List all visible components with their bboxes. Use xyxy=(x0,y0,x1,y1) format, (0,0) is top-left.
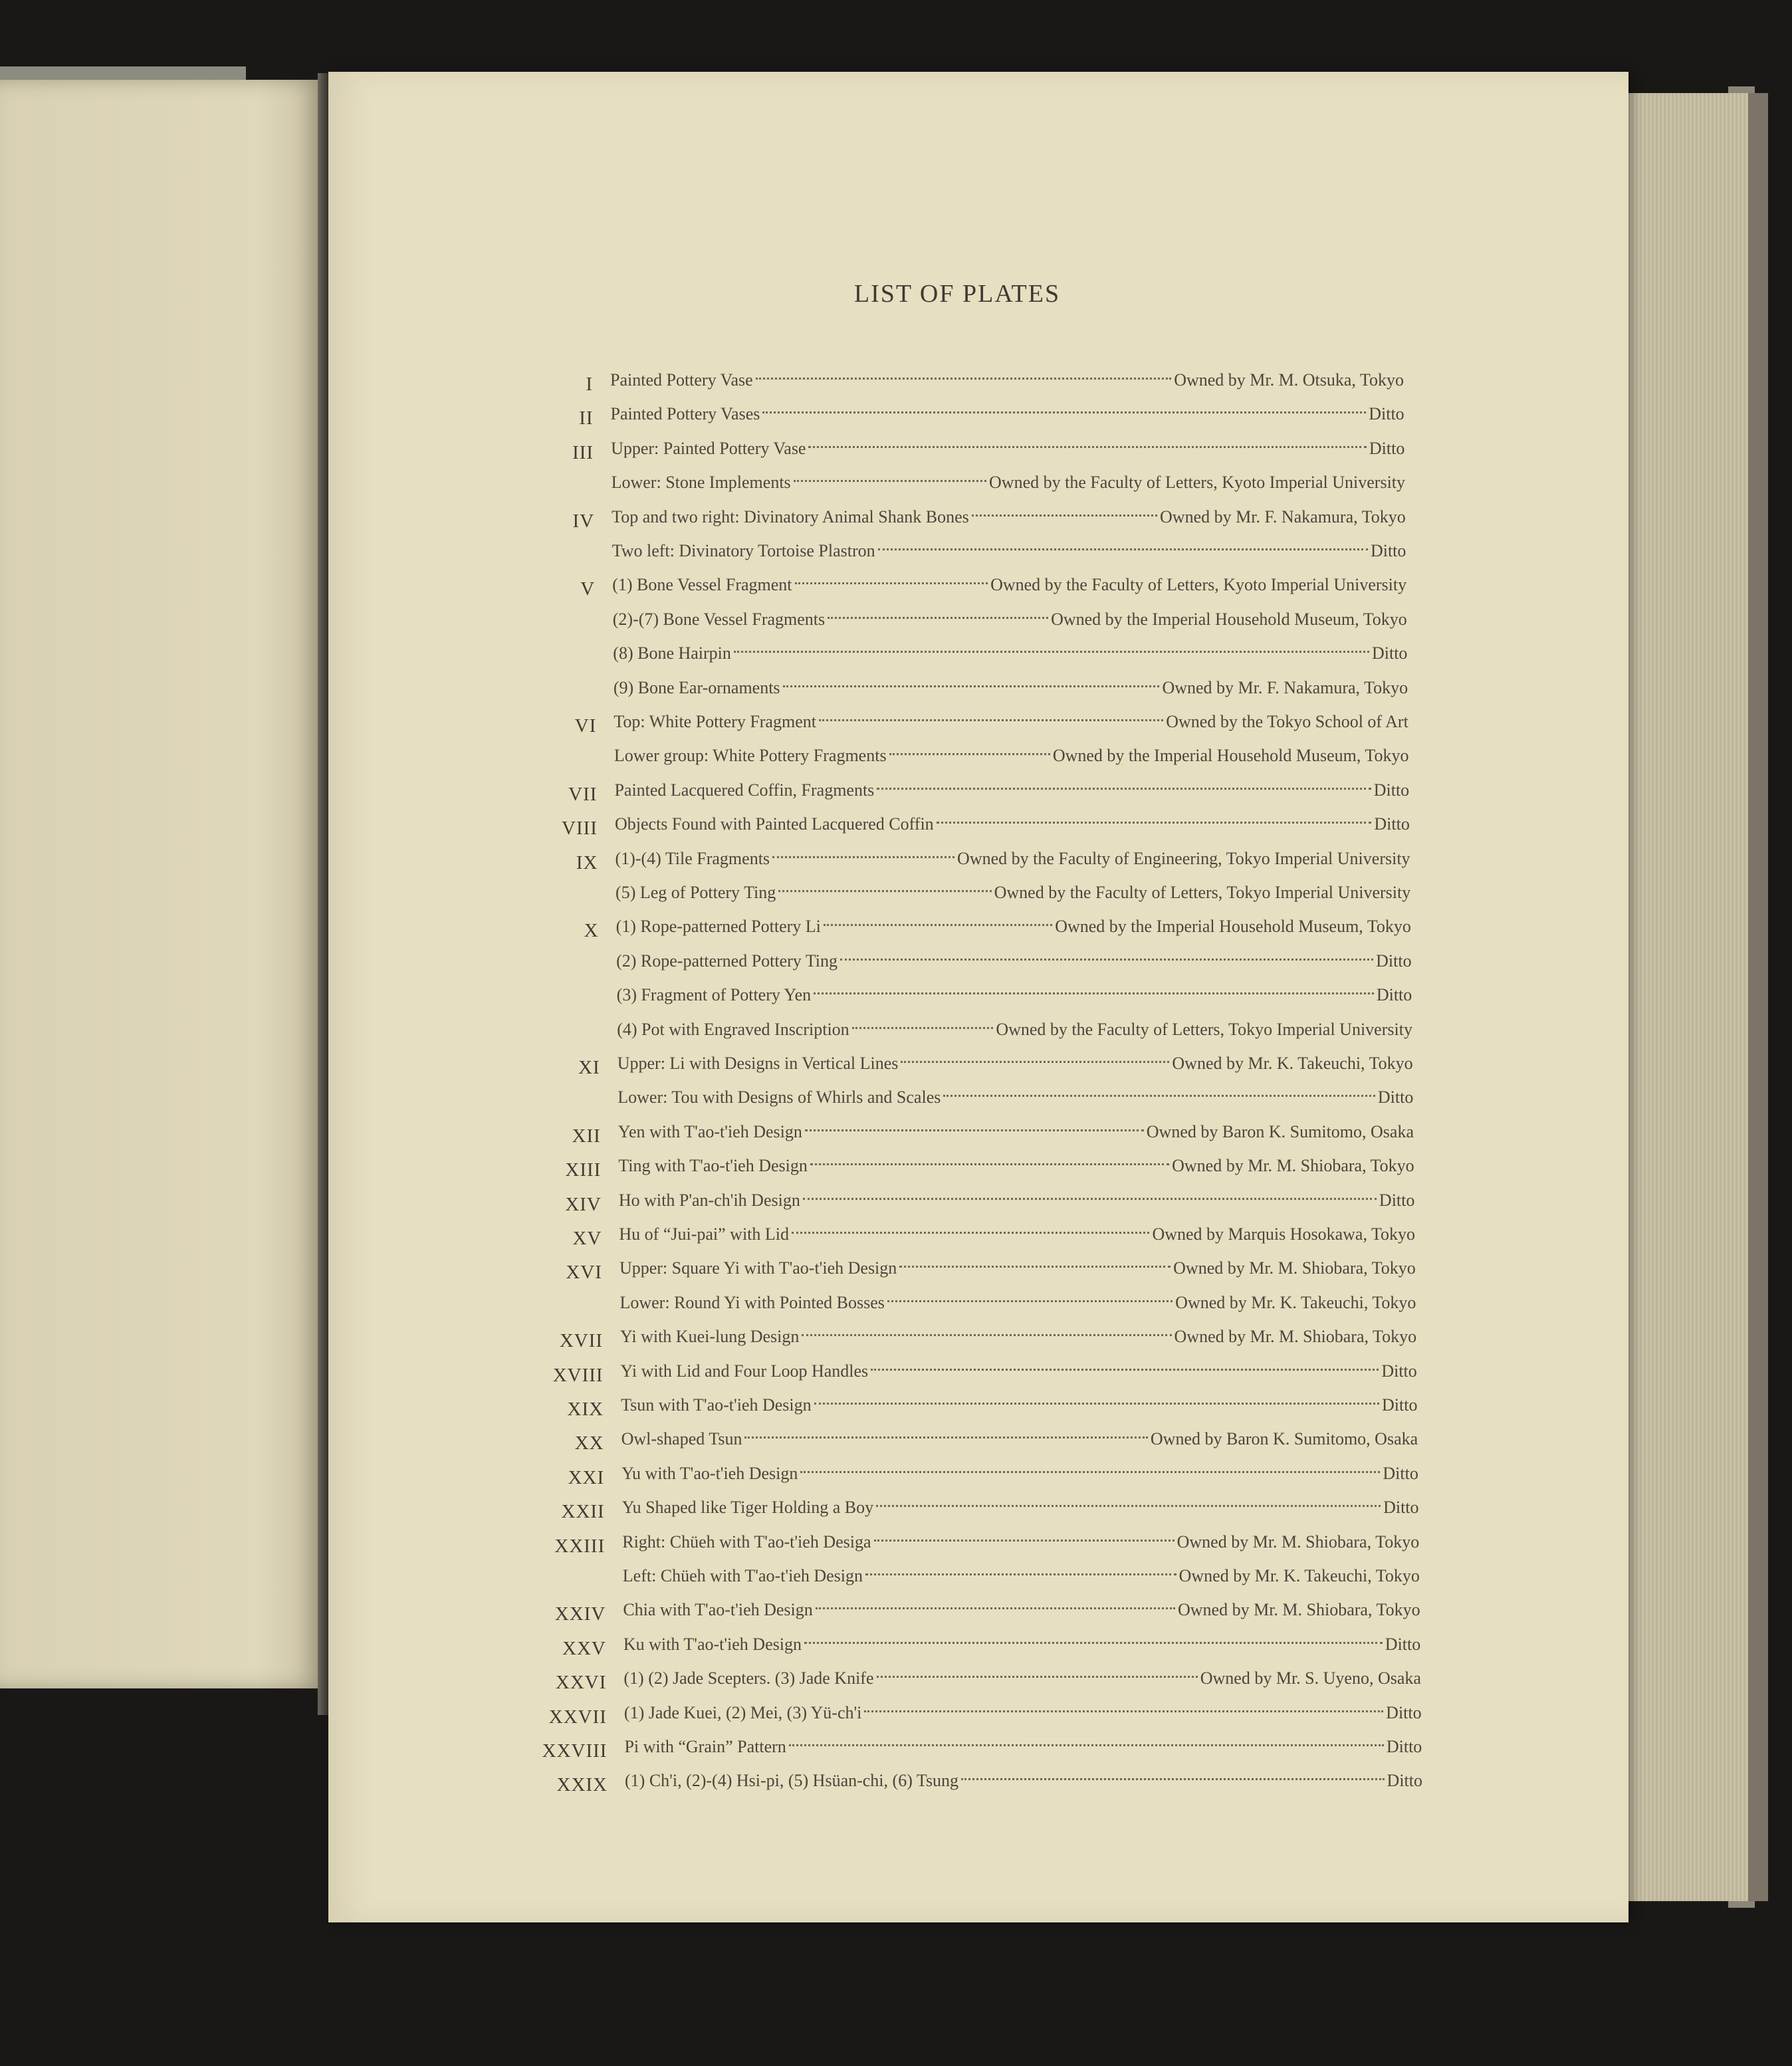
plate-owner: Owned by Mr. M. Shiobara, Tokyo xyxy=(1174,1327,1417,1347)
plate-description: Yi with Kuei-lung Design xyxy=(620,1327,800,1347)
plate-numeral: XV xyxy=(572,1228,602,1249)
plate-owner: Owned by Baron K. Sumitomo, Osaka xyxy=(1146,1121,1414,1141)
plate-description: (8) Bone Hairpin xyxy=(613,643,731,663)
leader-dots xyxy=(808,446,1366,448)
plate-numeral: XIX xyxy=(567,1399,604,1420)
plate-description: Upper: Painted Pottery Vase xyxy=(611,438,806,458)
plate-numeral: XX xyxy=(574,1433,604,1454)
plate-numeral: V xyxy=(580,578,596,600)
plate-numeral: I xyxy=(586,374,593,395)
plate-owner: Owned by Mr. K. Takeuchi, Tokyo xyxy=(1178,1566,1420,1585)
plate-description: (2)-(7) Bone Vessel Fragments xyxy=(612,609,826,629)
plate-description: Ho with P'an-ch'ih Design xyxy=(618,1190,800,1210)
plate-description: Lower: Round Yi with Pointed Bosses xyxy=(619,1292,885,1312)
plate-numeral xyxy=(487,1018,600,1050)
leader-dots xyxy=(778,890,991,892)
plate-numeral: XII xyxy=(572,1125,601,1147)
plate-owner: Owned by Mr. F. Nakamura, Tokyo xyxy=(1162,677,1408,697)
plate-entry xyxy=(617,1014,1412,1046)
plate-owner: Ditto xyxy=(1386,1702,1422,1722)
plate-owner: Ditto xyxy=(1385,1634,1421,1654)
page-title: LIST OF PLATES xyxy=(853,280,1061,308)
plate-description: (1) (2) Jade Scepters. (3) Jade Knife xyxy=(623,1668,874,1688)
plate-description: (5) Leg of Pottery Ting xyxy=(616,883,776,902)
plate-owner: Ditto xyxy=(1374,814,1410,834)
plate-entry xyxy=(614,774,1409,806)
plate-description: Ku with T'ao-t'ieh Design xyxy=(623,1634,802,1654)
plate-owner: Owned by Mr. M. Otsuka, Tokyo xyxy=(1174,370,1404,390)
leader-dots xyxy=(814,992,1374,994)
plate-owner: Ditto xyxy=(1376,985,1412,1005)
leader-dots xyxy=(877,1676,1198,1678)
plate-owner: Ditto xyxy=(1370,541,1406,560)
plate-entry xyxy=(622,1526,1419,1558)
plate-numeral: XIV xyxy=(565,1193,602,1215)
plate-owner: Owned by the Imperial Household Museum, Tokyo xyxy=(1055,917,1411,937)
plate-numeral: XI xyxy=(578,1057,600,1078)
plate-numeral xyxy=(481,471,594,503)
plate-entry xyxy=(616,843,1410,875)
leader-dots xyxy=(789,1744,1384,1746)
plate-description: (3) Fragment of Pottery Yen xyxy=(616,985,812,1005)
leader-dots xyxy=(889,753,1050,755)
plate-description: Hu of “Jui-pai” with Lid xyxy=(619,1224,790,1244)
plate-numeral: XXIV xyxy=(554,1603,606,1625)
plate-owner: Ditto xyxy=(1373,780,1410,800)
plate-entry xyxy=(613,637,1407,669)
plate-description: Yu Shaped like Tiger Holding a Boy xyxy=(621,1498,874,1518)
plate-description: Right: Chüeh with T'ao-t'ieh Desiga xyxy=(622,1532,871,1551)
leader-dots xyxy=(744,1436,1147,1438)
plate-description: Lower: Tou with Designs of Whirls and Scales xyxy=(617,1088,941,1107)
plate-numeral: X xyxy=(584,920,599,942)
plate-entry xyxy=(623,1629,1420,1661)
plate-numeral: IX xyxy=(576,852,598,873)
leader-dots xyxy=(800,1471,1380,1473)
plate-owner: Owned by the Imperial Household Museum, Tokyo xyxy=(1052,746,1409,766)
leader-dots xyxy=(803,1198,1377,1200)
leader-dots xyxy=(874,1540,1175,1542)
plate-numeral xyxy=(483,676,596,708)
plate-numeral xyxy=(484,744,597,776)
plate-entry xyxy=(614,672,1408,704)
plate-numeral xyxy=(483,641,596,673)
plate-owner: Owned by the Faculty of Letters, Kyoto Imperial University xyxy=(990,575,1407,595)
page-edges xyxy=(1615,93,1768,1901)
plate-description: Painted Lacquered Coffin, Fragments xyxy=(614,780,875,800)
plate-description: Yi with Lid and Four Loop Handles xyxy=(620,1361,869,1381)
plate-owner: Owned by Marquis Hosokawa, Tokyo xyxy=(1152,1224,1416,1244)
left-page xyxy=(0,80,323,1688)
plate-entry xyxy=(621,1355,1417,1387)
plate-owner: Owned by Mr. M. Shiobara, Tokyo xyxy=(1176,1532,1420,1551)
plate-numeral: XVIII xyxy=(552,1364,604,1386)
plate-owner: Ditto xyxy=(1371,643,1408,663)
plate-owner: Owned by Mr. F. Nakamura, Tokyo xyxy=(1160,507,1406,526)
plate-owner: Owned by the Faculty of Letters, Tokyo Imperial University xyxy=(994,883,1411,902)
leader-dots xyxy=(937,822,1372,824)
plate-entry xyxy=(612,467,1405,499)
plate-entry xyxy=(612,569,1406,601)
plate-description: (1) Jade Kuei, (2) Mei, (3) Yü-ch'i xyxy=(623,1702,862,1722)
plate-numeral: IV xyxy=(572,510,595,532)
leader-dots xyxy=(762,411,1366,413)
plate-entry xyxy=(612,535,1406,567)
plate-numeral xyxy=(493,1564,606,1596)
plate-description: (1)-(4) Tile Fragments xyxy=(615,848,770,868)
plate-entry xyxy=(619,1287,1416,1319)
plate-numeral: XXIII xyxy=(554,1535,606,1557)
plate-entry xyxy=(619,1252,1416,1284)
plate-description: (1) Bone Vessel Fragment xyxy=(612,575,792,595)
plate-entry xyxy=(621,1389,1417,1421)
plate-entry xyxy=(618,1150,1414,1182)
plate-description: Tsun with T'ao-t'ieh Design xyxy=(621,1395,812,1415)
leader-dots xyxy=(943,1095,1375,1097)
plate-description: Left: Chüeh with T'ao-t'ieh Design xyxy=(622,1566,863,1585)
plate-numeral: II xyxy=(579,407,594,429)
plate-owner: Owned by the Imperial Household Museum, Tokyo xyxy=(1051,609,1407,629)
plate-entry xyxy=(623,1663,1421,1694)
plate-entry xyxy=(614,706,1408,738)
leader-dots xyxy=(783,685,1160,687)
plate-numeral xyxy=(487,983,600,1015)
plate-owner: Ditto xyxy=(1369,404,1404,424)
plate-description: Upper: Li with Designs in Vertical Lines xyxy=(617,1054,899,1073)
plate-entry xyxy=(616,877,1410,909)
leader-dots xyxy=(794,480,986,482)
plate-owner: Ditto xyxy=(1383,1498,1419,1518)
plate-numeral xyxy=(486,949,599,981)
leader-dots xyxy=(804,1642,1383,1644)
leader-dots xyxy=(961,1778,1384,1780)
plate-owner: Ditto xyxy=(1379,1190,1415,1210)
leader-dots xyxy=(864,1710,1383,1712)
plate-numeral: VIII xyxy=(562,818,598,840)
plate-entry xyxy=(624,1731,1422,1763)
plate-owner: Ditto xyxy=(1376,951,1412,971)
plate-numeral xyxy=(483,608,596,639)
leader-dots xyxy=(840,959,1373,961)
plate-owner: Owned by the Faculty of Engineering, Tokyo Imperial University xyxy=(957,848,1410,868)
plate-description: (1) Rope-patterned Pottery Li xyxy=(616,917,821,937)
plate-owner: Owned by Baron K. Sumitomo, Osaka xyxy=(1150,1429,1418,1449)
plate-entry xyxy=(623,1560,1420,1592)
plate-entry xyxy=(617,1048,1413,1080)
plate-entry xyxy=(610,364,1404,396)
plate-owner: Owned by Mr. M. Shiobara, Tokyo xyxy=(1178,1600,1420,1620)
plate-numeral: XXII xyxy=(561,1501,605,1523)
plate-owner: Ditto xyxy=(1369,438,1405,458)
plate-numeral: XXVI xyxy=(555,1672,607,1694)
plate-entry xyxy=(611,433,1404,465)
leader-dots xyxy=(814,1403,1379,1405)
plate-owner: Owned by the Faculty of Letters, Tokyo Imperial University xyxy=(996,1019,1412,1039)
leader-dots xyxy=(795,582,988,584)
plate-entry xyxy=(622,1492,1419,1524)
plate-owner: Owned by the Faculty of Letters, Kyoto Imperial University xyxy=(989,473,1406,493)
plate-description: Yen with T'ao-t'ieh Design xyxy=(617,1121,802,1141)
plate-owner: Ditto xyxy=(1383,1463,1418,1483)
plate-owner: Owned by Mr. S. Uyeno, Osaka xyxy=(1200,1668,1421,1688)
plate-owner: Owned by Mr. K. Takeuchi, Tokyo xyxy=(1175,1292,1416,1312)
plate-description: (1) Ch'i, (2)-(4) Hsi-pi, (5) Hsüan-chi, (6) Tsung xyxy=(625,1771,959,1791)
plate-numeral: VII xyxy=(568,783,598,805)
leader-dots xyxy=(871,1369,1379,1371)
leader-dots xyxy=(824,924,1052,926)
plate-owner: Ditto xyxy=(1387,1771,1422,1791)
plate-owner: Owned by Mr. M. Shiobara, Tokyo xyxy=(1172,1156,1414,1176)
plate-description: Painted Pottery Vases xyxy=(610,404,760,424)
leader-dots xyxy=(865,1573,1176,1575)
plate-entry xyxy=(621,1423,1418,1455)
plate-entry xyxy=(621,1458,1418,1490)
leader-dots xyxy=(877,788,1371,790)
plate-entry xyxy=(612,501,1406,533)
plate-owner: Owned by the Tokyo School of Art xyxy=(1166,712,1408,731)
plate-description: Two left: Divinatory Tortoise Plastron xyxy=(612,541,875,560)
plate-entry xyxy=(620,1321,1416,1353)
plate-numeral: III xyxy=(572,441,594,463)
plate-owner: Owned by Mr. K. Takeuchi, Tokyo xyxy=(1172,1054,1413,1073)
plate-entry xyxy=(617,1082,1413,1113)
plate-entry xyxy=(614,740,1409,772)
plate-numeral: XVII xyxy=(559,1330,604,1352)
plate-entry xyxy=(615,808,1410,840)
plate-entry xyxy=(624,1697,1422,1729)
plate-entry xyxy=(623,1594,1420,1626)
leader-dots xyxy=(734,651,1369,653)
plate-description: (4) Pot with Engraved Inscription xyxy=(617,1019,849,1039)
plate-numeral: XXVIII xyxy=(542,1740,608,1762)
plate-numeral xyxy=(487,1086,600,1117)
plate-numeral: XXV xyxy=(562,1637,606,1659)
plate-numeral: XVI xyxy=(566,1262,602,1284)
leader-dots xyxy=(828,617,1048,619)
plate-description: Yu with T'ao-t'ieh Design xyxy=(621,1463,798,1483)
leader-dots xyxy=(756,378,1171,380)
leader-dots xyxy=(772,856,954,858)
plate-description: Objects Found with Painted Lacquered Coffin xyxy=(614,814,934,834)
leader-dots xyxy=(802,1334,1171,1336)
plate-description: Pi with “Grain” Pattern xyxy=(624,1737,786,1756)
plate-owner: Ditto xyxy=(1382,1395,1418,1415)
leader-dots xyxy=(792,1232,1149,1234)
plate-entry xyxy=(619,1218,1415,1250)
plate-description: (9) Bone Ear-ornaments xyxy=(613,677,780,697)
leader-dots xyxy=(816,1607,1175,1609)
plate-description: Top and two right: Divinatory Animal Shank Bones xyxy=(612,507,969,526)
plate-description: Ting with T'ao-t'ieh Design xyxy=(618,1156,808,1176)
plate-entry xyxy=(616,945,1411,977)
plate-owner: Ditto xyxy=(1381,1361,1417,1381)
leader-dots xyxy=(899,1266,1171,1268)
plate-numeral: XIII xyxy=(565,1159,602,1181)
plate-numeral xyxy=(482,539,595,571)
plate-numeral xyxy=(489,1291,602,1323)
plate-description: Lower: Stone Implements xyxy=(611,473,791,493)
leader-dots xyxy=(810,1163,1169,1165)
plate-description: Chia with T'ao-t'ieh Design xyxy=(623,1600,813,1620)
plate-entry xyxy=(613,604,1407,635)
plate-description: (2) Rope-patterned Pottery Ting xyxy=(616,951,838,971)
plate-description: Lower group: White Pottery Fragments xyxy=(614,746,887,766)
plate-numeral xyxy=(485,881,598,913)
plate-numeral: VI xyxy=(574,715,597,737)
plate-entry xyxy=(617,979,1412,1011)
plate-description: Upper: Square Yi with T'ao-t'ieh Design xyxy=(619,1258,897,1278)
leader-dots xyxy=(878,548,1368,550)
leader-dots xyxy=(876,1505,1381,1507)
leader-dots xyxy=(852,1027,994,1029)
plate-entry xyxy=(625,1765,1422,1797)
plate-entry xyxy=(611,398,1404,430)
plate-owner: Owned by Mr. M. Shiobara, Tokyo xyxy=(1173,1258,1416,1278)
plate-entry xyxy=(616,911,1411,943)
plate-description: Owl-shaped Tsun xyxy=(621,1429,742,1449)
plate-numeral: XXIX xyxy=(556,1774,608,1796)
leader-dots xyxy=(887,1300,1173,1302)
leader-dots xyxy=(805,1129,1144,1131)
plate-entry xyxy=(618,1116,1414,1148)
plate-description: Top: White Pottery Fragment xyxy=(614,712,816,731)
plate-entry xyxy=(619,1185,1415,1216)
plate-owner: Ditto xyxy=(1377,1088,1414,1107)
leader-dots xyxy=(901,1061,1169,1063)
plate-description: Painted Pottery Vase xyxy=(610,370,753,390)
plate-owner: Ditto xyxy=(1386,1737,1422,1756)
plate-numeral: XXVII xyxy=(548,1706,607,1728)
leader-dots xyxy=(972,515,1157,516)
plate-numeral: XXI xyxy=(568,1466,605,1488)
leader-dots xyxy=(819,719,1163,721)
